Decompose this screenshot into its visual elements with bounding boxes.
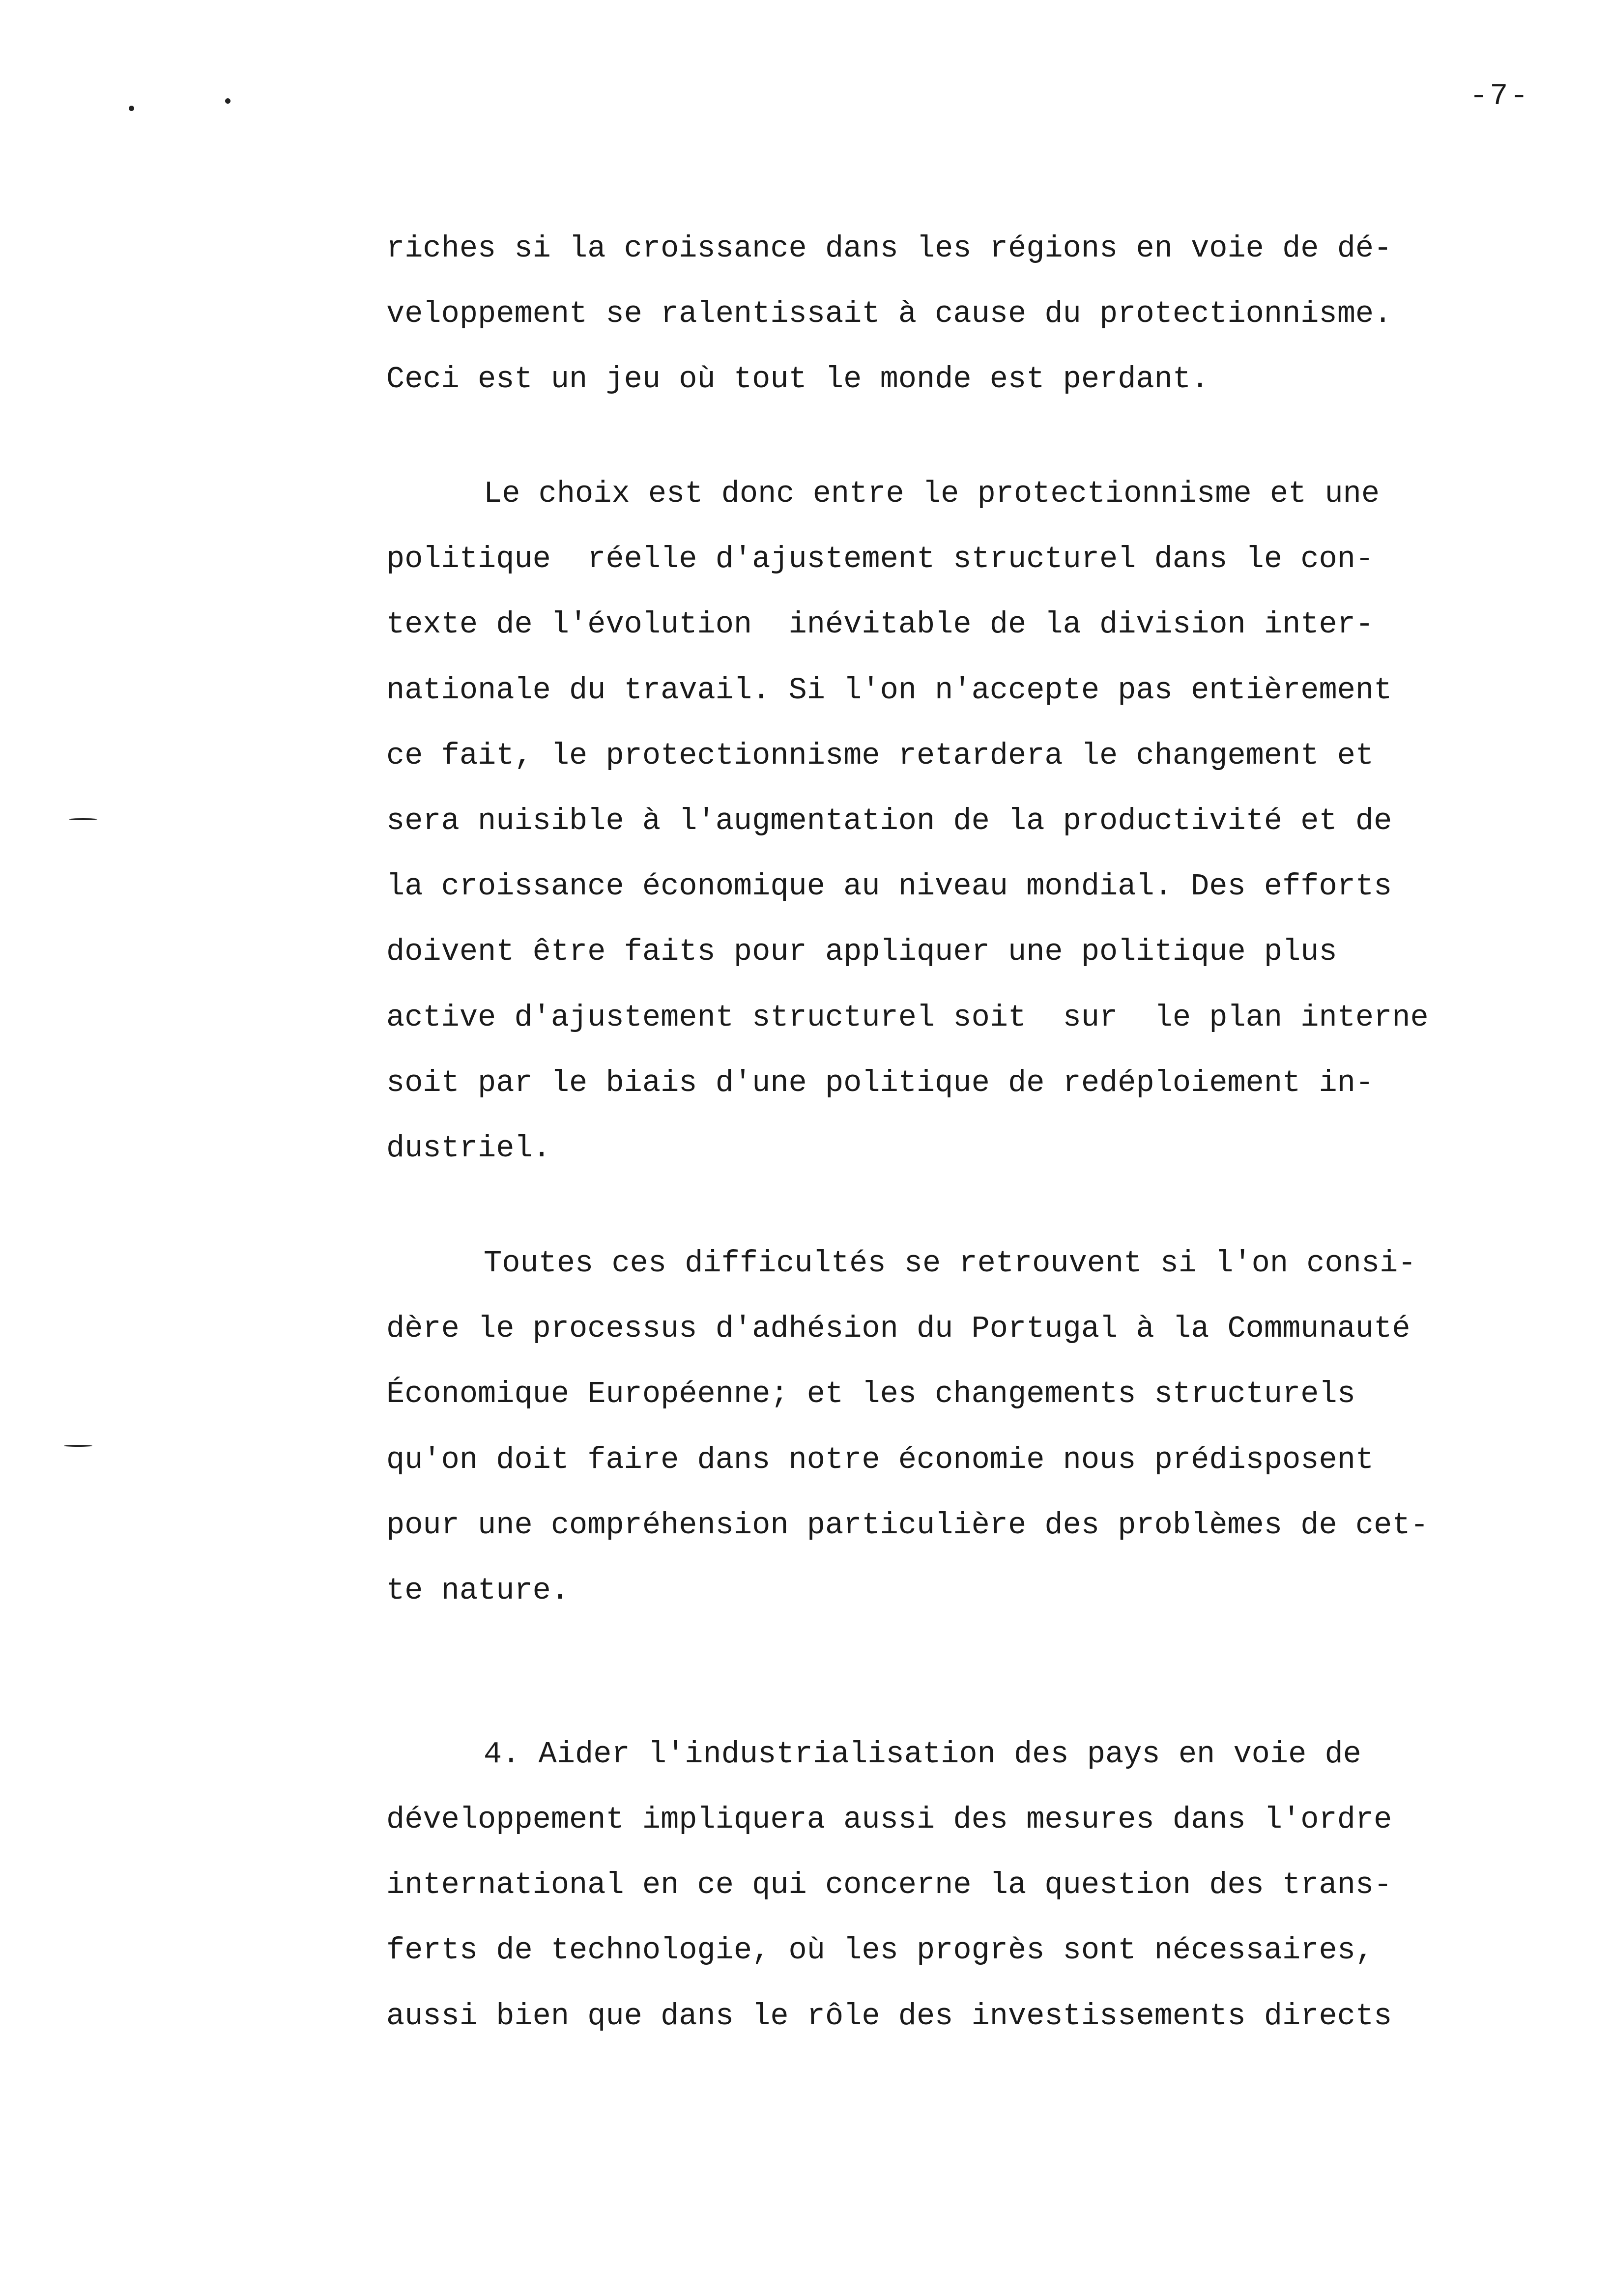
text-line: riches si la croissance dans les régions en voie de dé- (386, 231, 1392, 266)
margin-speck (129, 106, 134, 111)
text-line: la croissance économique au niveau mondial. Des efforts (386, 869, 1392, 904)
text-line: dère le processus d'adhésion du Portugal à la Communauté (386, 1311, 1410, 1346)
text-line: pour une compréhension particulière des problèmes de cet- (386, 1508, 1429, 1543)
text-line: 4. Aider l'industrialisation des pays en voie de (484, 1737, 1361, 1772)
text-line: Ceci est un jeu où tout le monde est perdant. (386, 362, 1209, 397)
text-line: ce fait, le protectionnisme retardera le changement et (386, 738, 1374, 773)
text-line: doivent être faits pour appliquer une politique plus (386, 934, 1337, 969)
text-line: qu'on doit faire dans notre économie nous prédisposent (386, 1442, 1374, 1477)
text-line: Le choix est donc entre le protectionnisme et une (484, 476, 1380, 511)
text-line: politique réelle d'ajustement structurel dans le con- (386, 542, 1374, 576)
text-line: développement impliquera aussi des mesures dans l'ordre (386, 1802, 1392, 1837)
text-line: nationale du travail. Si l'on n'accepte pas entièrement (386, 673, 1392, 708)
text-line: Économique Européenne; et les changements structurels (386, 1377, 1355, 1411)
text-line: dustriel. (386, 1131, 551, 1166)
text-line: sera nuisible à l'augmentation de la productivité et de (386, 804, 1392, 838)
page-number: -7- (1469, 79, 1530, 114)
text-line: veloppement se ralentissait à cause du protectionnisme. (386, 296, 1392, 331)
text-line: international en ce qui concerne la question des trans- (386, 1867, 1392, 1902)
text-line: soit par le biais d'une politique de redéploiement in- (386, 1065, 1374, 1100)
margin-speck (225, 98, 230, 104)
hole-punch-mark (69, 818, 97, 820)
text-line: Toutes ces difficultés se retrouvent si l'on consi- (484, 1246, 1416, 1281)
hole-punch-mark (64, 1445, 92, 1447)
text-line: texte de l'évolution inévitable de la division inter- (386, 607, 1374, 642)
text-line: ferts de technologie, où les progrès sont nécessaires, (386, 1933, 1374, 1968)
text-line: aussi bien que dans le rôle des investissements directs (386, 1999, 1392, 2034)
text-line: active d'ajustement structurel soit sur le plan interne (386, 1000, 1429, 1035)
text-line: te nature. (386, 1573, 570, 1608)
